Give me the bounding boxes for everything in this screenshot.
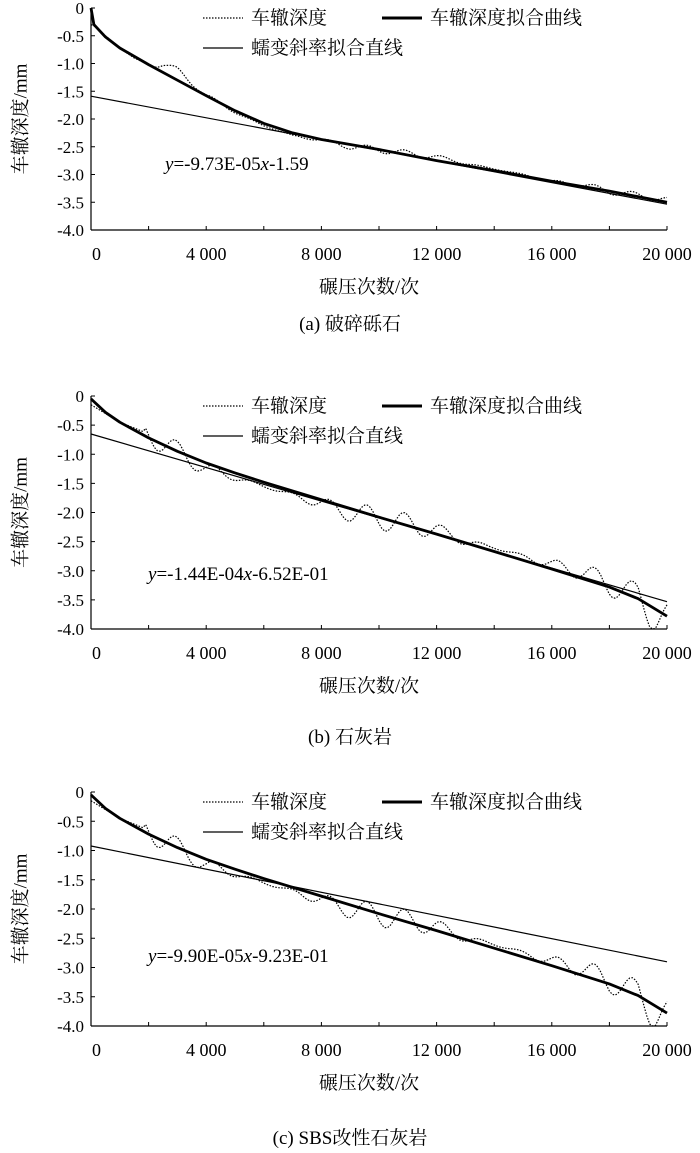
x-tick-label: 8 000 — [301, 1040, 342, 1060]
x-tick-label: 8 000 — [301, 643, 342, 663]
fit-equation-part: y — [148, 564, 157, 585]
series-creep-slope-line — [91, 846, 667, 962]
x-tick-label: 8 000 — [301, 244, 342, 264]
y-tick-label: -0.5 — [57, 26, 84, 46]
y-tick-label: -1.0 — [57, 841, 84, 861]
y-tick-label: -3.5 — [57, 193, 84, 213]
x-tick-label: 0 — [92, 244, 101, 264]
y-axis-title: 车辙深度/mm — [10, 853, 32, 965]
fit-equation-part: -6.52E-01 — [252, 564, 329, 585]
fit-equation-part: x — [260, 154, 270, 175]
y-tick-label: 0 — [75, 387, 84, 406]
x-tick-label: 16 000 — [527, 244, 577, 264]
x-axis-title: 碾压次数/次 — [318, 676, 420, 697]
x-tick-label: 4 000 — [185, 643, 227, 663]
y-tick-label: -2.0 — [57, 503, 84, 523]
y-tick-label: -4.0 — [57, 620, 84, 639]
legend — [203, 7, 582, 59]
x-tick-label: 0 — [92, 643, 101, 663]
series-creep-slope-line — [91, 96, 667, 204]
legend-label: 车辙深度拟合曲线 — [430, 396, 583, 417]
fit-equation-part: =-1.44E-04 — [156, 564, 244, 585]
fit-equation-part: x — [243, 564, 253, 585]
x-tick-label: 4 000 — [185, 244, 227, 264]
x-tick-label: 4 000 — [185, 1040, 227, 1060]
y-tick-label: -4.0 — [57, 221, 84, 240]
y-tick-label: -1.0 — [57, 445, 84, 465]
y-tick-label: -0.5 — [57, 812, 84, 832]
legend-label: 车辙深度拟合曲线 — [430, 8, 583, 29]
x-tick-label: 20 000 — [642, 244, 692, 264]
fit-equation-part: =-9.90E-05 — [156, 946, 244, 967]
legend-label: 蠕变斜率拟合直线 — [251, 426, 404, 447]
y-tick-label: 0 — [75, 0, 84, 18]
y-tick-label: -3.0 — [57, 165, 84, 185]
fit-equation-part: y — [165, 154, 174, 175]
x-tick-label: 20 000 — [642, 643, 692, 663]
panel-caption: (b) 石灰岩 — [308, 727, 392, 748]
legend-label: 车辙深度 — [251, 396, 328, 417]
y-tick-label: -3.5 — [57, 987, 84, 1007]
fit-equation-part: -1.59 — [269, 154, 309, 175]
fit-equation-part: x — [243, 946, 253, 967]
x-tick-label: 12 000 — [411, 643, 462, 663]
legend — [203, 791, 582, 843]
legend-label: 车辙深度 — [251, 8, 328, 29]
x-tick-label: 12 000 — [411, 1040, 462, 1060]
panel-caption: (a) 破碎砾石 — [299, 314, 401, 335]
chart-panel-1 — [9, 0, 691, 335]
y-tick-label: -3.0 — [57, 561, 84, 581]
legend-label: 蠕变斜率拟合直线 — [251, 822, 404, 843]
y-tick-label: -3.0 — [57, 958, 84, 978]
y-tick-label: -1.0 — [57, 54, 84, 74]
x-tick-label: 16 000 — [527, 643, 577, 663]
fit-equation — [146, 564, 329, 585]
x-tick-label: 20 000 — [642, 1040, 692, 1060]
fit-equation — [163, 154, 309, 175]
x-tick-label: 12 000 — [411, 244, 462, 264]
panel-caption: (c) SBS改性石灰岩 — [272, 1128, 428, 1149]
legend — [203, 395, 582, 447]
y-tick-label: -1.5 — [57, 82, 84, 102]
legend-label: 车辙深度拟合曲线 — [430, 792, 583, 813]
y-tick-label: -2.5 — [57, 532, 84, 552]
x-tick-label: 0 — [92, 1040, 101, 1060]
legend-label: 蠕变斜率拟合直线 — [251, 38, 404, 59]
fit-equation-part: y — [148, 946, 157, 967]
y-tick-label: -1.5 — [57, 870, 84, 890]
y-tick-label: -2.0 — [57, 900, 84, 919]
fit-equation-part: -9.23E-01 — [252, 946, 329, 967]
x-axis-title: 碾压次数/次 — [318, 1073, 420, 1094]
y-tick-label: -0.5 — [57, 416, 84, 436]
legend-label: 车辙深度 — [251, 792, 328, 813]
y-axis-title: 车辙深度/mm — [10, 457, 32, 568]
y-tick-label: 0 — [75, 783, 84, 802]
y-tick-label: -4.0 — [57, 1017, 84, 1036]
y-tick-label: -2.5 — [57, 929, 84, 949]
x-tick-label: 16 000 — [527, 1040, 577, 1060]
chart-panel-2 — [9, 387, 691, 748]
fit-equation-part: =-9.73E-05 — [173, 154, 261, 175]
chart-panel-3 — [9, 783, 691, 1149]
y-tick-label: -2.0 — [57, 110, 84, 129]
fit-equation — [146, 946, 329, 967]
y-tick-label: -3.5 — [57, 590, 84, 610]
x-axis-title: 碾压次数/次 — [318, 277, 420, 298]
y-tick-label: -1.5 — [57, 474, 84, 494]
y-tick-label: -2.5 — [57, 137, 84, 157]
y-axis-title: 车辙深度/mm — [10, 63, 32, 175]
